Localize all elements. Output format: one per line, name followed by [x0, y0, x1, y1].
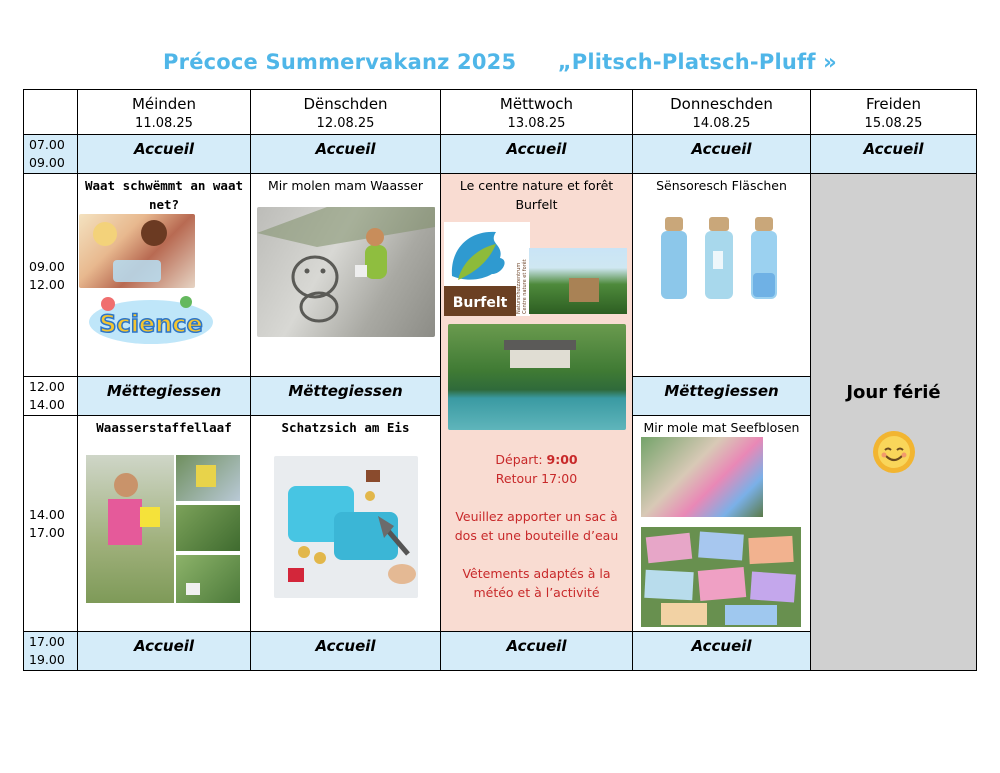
page-title: [0, 50, 1000, 74]
activity-wednesday-excursion: [441, 174, 633, 632]
sensory-bottles-photo: [657, 217, 787, 303]
time-cell: [24, 377, 78, 416]
time-cell: [24, 174, 78, 377]
weekly-schedule-table: [23, 89, 977, 671]
day-header-tuesday: [251, 90, 441, 135]
science-sign: [86, 290, 216, 346]
burfelt-logo-subtitle: Naturschutzzentrum: [516, 262, 522, 314]
day-date: 13.08.25: [507, 116, 566, 131]
activity-title: Waat schwëmmt an waat net?: [84, 178, 244, 212]
day-date: 14.08.25: [692, 116, 751, 131]
accueil-cell: Accueil: [251, 632, 441, 671]
smiling-sun-icon: [871, 429, 917, 475]
relay-photo-main: [86, 455, 174, 603]
day-date: 12.08.25: [316, 116, 375, 131]
activity-tuesday-afternoon: [251, 416, 441, 632]
time-end: 12.00: [29, 276, 65, 292]
bubble-painting-photo-2: [641, 527, 801, 627]
relay-photos: [78, 455, 250, 605]
day-name: Donneschden: [670, 95, 773, 113]
departure-info: [441, 450, 632, 469]
time-end: 14.00: [29, 397, 65, 412]
departure-time: 9:00: [546, 452, 578, 467]
time-end: 19.00: [29, 652, 65, 667]
title-theme: „Plitsch-Platsch-Pluff »: [557, 50, 837, 74]
time-end: 09.00: [29, 155, 65, 170]
activity-monday-afternoon: [78, 416, 251, 632]
time-cell: [24, 135, 78, 174]
title-main: Précoce Summervakanz 2025: [163, 50, 517, 74]
activity-title: Sënsoresch Fläschen: [656, 178, 787, 193]
lunch-cell: Mëttegiessen: [633, 377, 811, 416]
day-name: Méinden: [131, 95, 197, 113]
lake-photo: [448, 324, 626, 430]
ice-treasure-photo: [274, 456, 418, 598]
day-header-row: [24, 90, 977, 135]
accueil-cell: Accueil: [78, 135, 251, 174]
relay-photo-3: [176, 555, 240, 603]
bring-note: Veuillez apporter un sac à dos et une bouteille d’eau: [454, 509, 619, 543]
excursion-title: Le centre nature et forêt Burfelt: [459, 178, 614, 212]
departure-label: Départ:: [495, 452, 543, 467]
accueil-cell: Accueil: [441, 632, 633, 671]
clothing-note: Vêtements adaptés à la météo et à l’activité: [462, 566, 611, 600]
activity-title: Mir molen mam Waasser: [268, 178, 423, 193]
activity-title: Schatzsich am Eis: [281, 420, 410, 435]
day-header-wednesday: [441, 90, 633, 135]
forest-photo: [529, 248, 627, 314]
lunch-cell: Mëttegiessen: [78, 377, 251, 416]
relay-photo-2: [176, 505, 240, 551]
activity-thursday-morning: [633, 174, 811, 377]
burfelt-logo: [444, 222, 530, 316]
activity-title: Mir mole mat Seefblosen: [643, 420, 800, 435]
time-start: 09.00: [29, 258, 65, 274]
lunch-cell: Mëttegiessen: [251, 377, 441, 416]
day-header-monday: [78, 90, 251, 135]
day-header-friday: [811, 90, 977, 135]
time-start: 14.00: [29, 507, 65, 522]
accueil-cell: Accueil: [633, 632, 811, 671]
day-name: Freiden: [865, 95, 922, 113]
day-date: 15.08.25: [864, 116, 923, 131]
return-info: Retour 17:00: [495, 471, 578, 486]
day-date: 11.08.25: [135, 116, 193, 131]
accueil-cell: Accueil: [78, 632, 251, 671]
relay-photo-1: [176, 455, 240, 501]
holiday-label: Jour férié: [846, 381, 941, 403]
time-cell: [24, 416, 78, 632]
accueil-cell: Accueil: [633, 135, 811, 174]
science-sign-text: Science: [99, 310, 203, 338]
activity-monday-morning: [78, 174, 251, 377]
day-name: Dënschden: [303, 95, 388, 113]
schedule-row-morning: [24, 174, 977, 377]
activity-title: Waasserstaffellaaf: [96, 420, 232, 435]
water-painting-photo: [257, 207, 435, 337]
time-cell: [24, 632, 78, 671]
time-start: 07.00: [29, 137, 65, 152]
burfelt-logo-subtitle-fr: Centre nature et forêt: [522, 259, 528, 314]
bubble-painting-photo-1: [641, 437, 763, 517]
holiday-cell: [811, 174, 977, 671]
day-header-thursday: [633, 90, 811, 135]
accueil-cell: Accueil: [811, 135, 977, 174]
time-start: 12.00: [29, 379, 65, 394]
schedule-row-morning-welcome: [24, 135, 977, 174]
excursion-visuals-top: [441, 222, 632, 318]
kids-experiment-photo: [79, 214, 195, 288]
time-start: 17.00: [29, 634, 65, 649]
activity-thursday-afternoon: [633, 416, 811, 632]
corner-cell: [24, 90, 78, 135]
time-end: 17.00: [29, 525, 65, 540]
accueil-cell: Accueil: [441, 135, 633, 174]
accueil-cell: Accueil: [251, 135, 441, 174]
day-name: Mëttwoch: [499, 95, 574, 113]
activity-tuesday-morning: [251, 174, 441, 377]
burfelt-logo-text: Burfelt: [452, 295, 508, 311]
